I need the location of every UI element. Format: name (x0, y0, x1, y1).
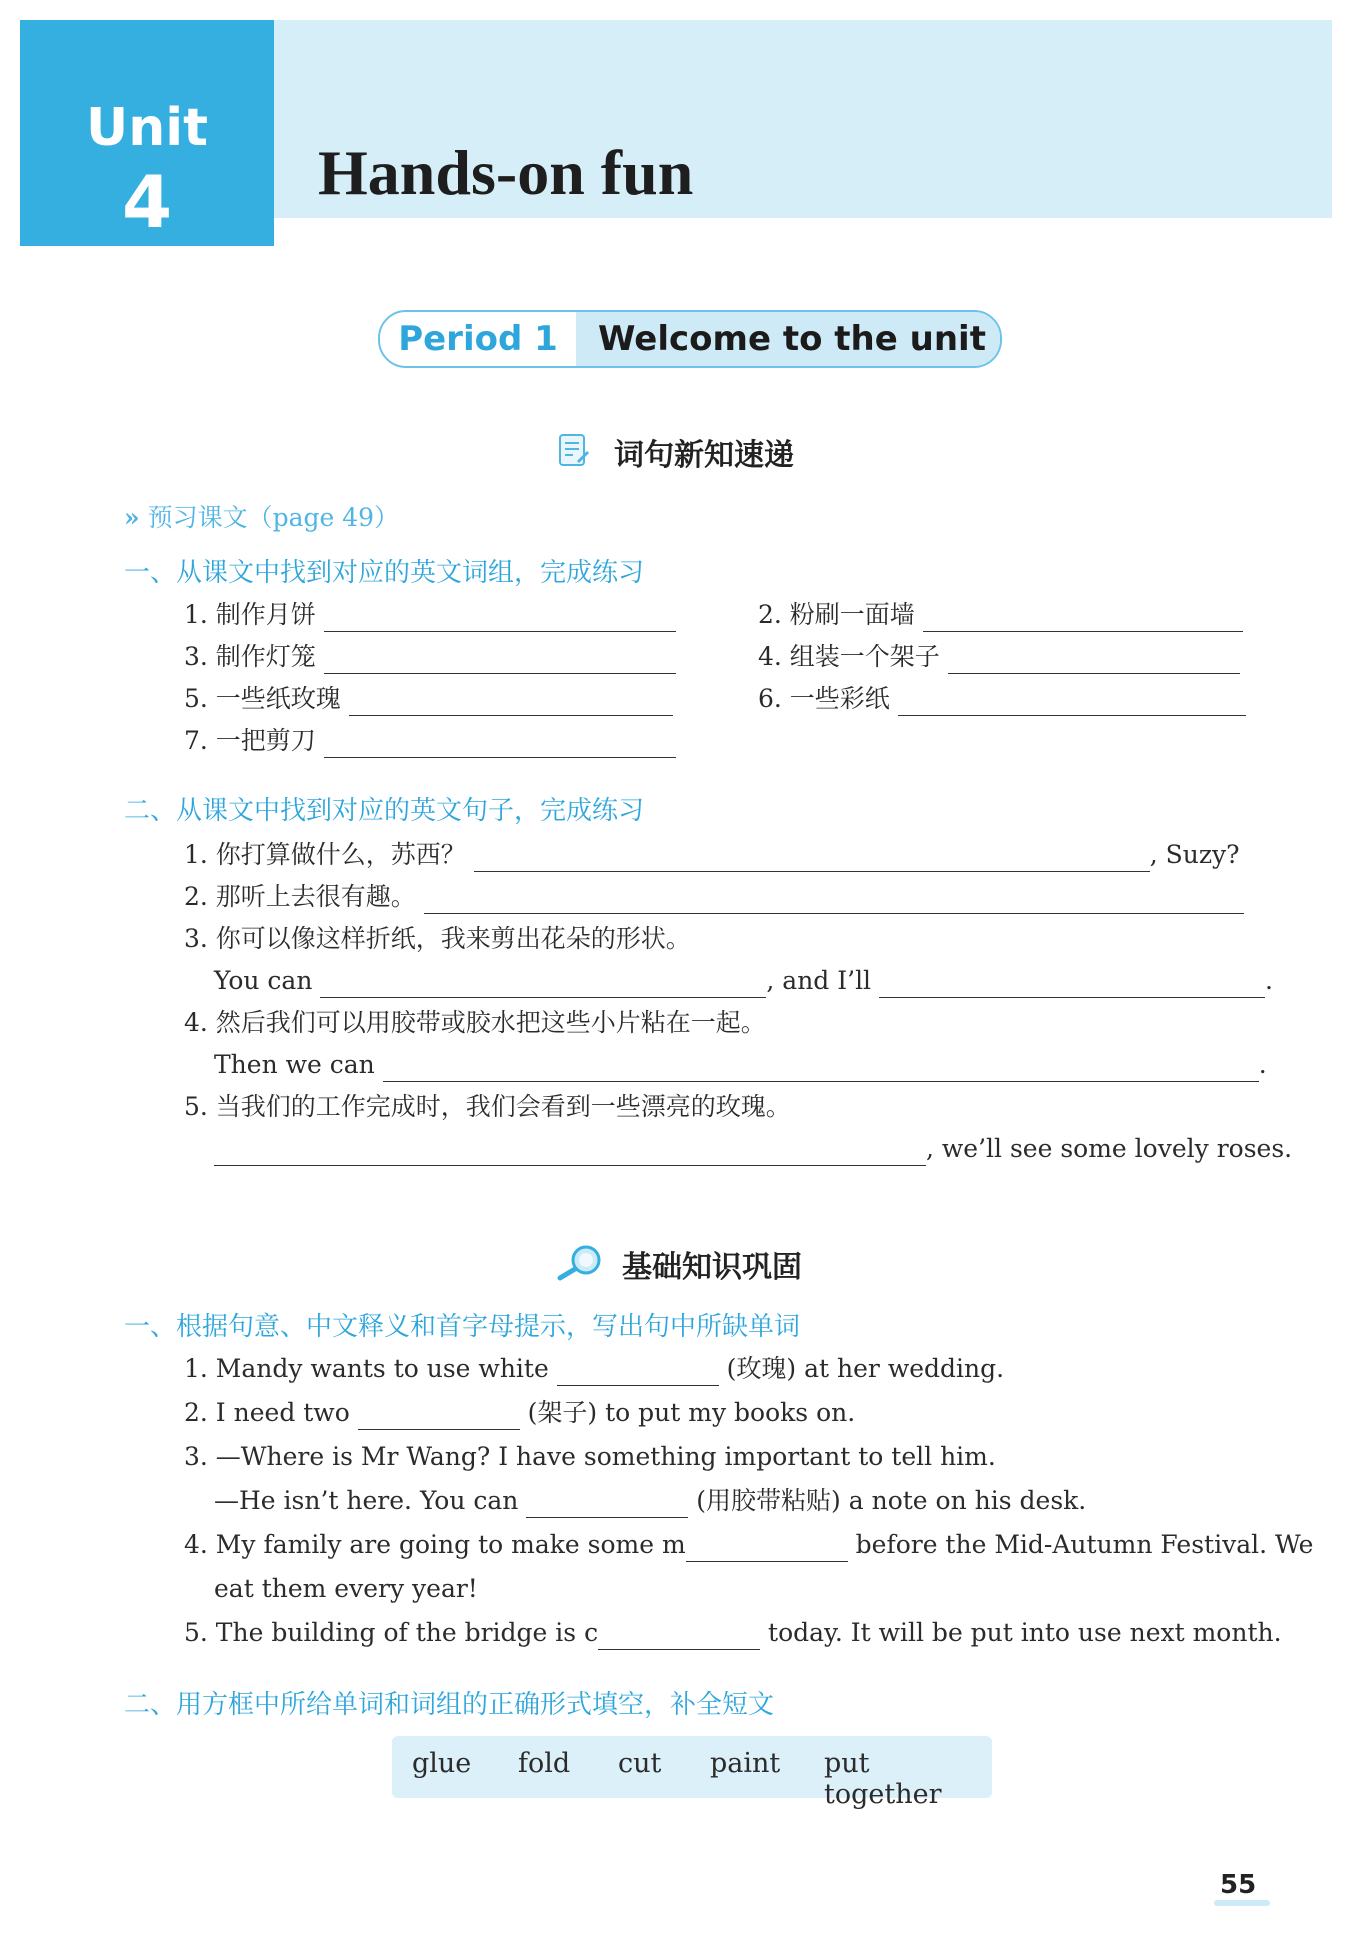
list-item: 1. Mandy wants to use white (玫瑰) at her wedding. (184, 1352, 1004, 1386)
list-item: 3. 你可以像这样折纸，我来剪出花朵的形状。 (184, 924, 691, 953)
list-item: 6. 一些彩纸 (758, 682, 1246, 716)
word-box-item: glue (412, 1748, 472, 1779)
list-item: —He isn’t here. You can (用胶带粘贴) a note on his desk. (214, 1484, 1086, 1518)
answer-blank[interactable] (598, 1623, 760, 1650)
answer-blank[interactable] (557, 1359, 719, 1386)
answer-blank[interactable] (923, 605, 1243, 632)
answer-blank[interactable] (349, 689, 673, 716)
period-pill (378, 310, 1002, 368)
answer-blank[interactable] (526, 1491, 688, 1518)
part-a2-heading: 一、根据句意、中文释义和首字母提示，写出句中所缺单词 (124, 1312, 801, 1342)
list-item: 4. My family are going to make some m before the Mid-Autumn Festival. We (184, 1528, 1313, 1562)
list-item: 2. I need two (架子) to put my books on. (184, 1396, 855, 1430)
period-label: Period 1 (398, 319, 558, 359)
unit-number: 4 (121, 160, 173, 244)
list-item: 5. The building of the bridge is c today. It will be put into use next month. (184, 1616, 1282, 1650)
unit-label: Unit (86, 98, 208, 158)
answer-blank[interactable] (324, 731, 676, 758)
list-item: 4. 然后我们可以用胶带或胶水把这些小片粘在一起。 (184, 1008, 766, 1037)
page-number: 55 (1220, 1870, 1257, 1900)
list-item: eat them every year! (214, 1574, 478, 1603)
answer-blank[interactable] (324, 647, 676, 674)
answer-blank[interactable] (948, 647, 1240, 674)
list-item: 1. 制作月饼 (184, 598, 676, 632)
period-title: Welcome to the unit (576, 312, 1000, 366)
answer-blank[interactable] (879, 971, 1265, 998)
list-item: , we’ll see some lovely roses. (214, 1132, 1292, 1166)
answer-blank[interactable] (686, 1535, 848, 1562)
double-chevron-icon: » (124, 503, 140, 532)
word-box-item: fold (518, 1748, 571, 1779)
preview-text: 预习课文（page 49） (147, 503, 400, 532)
list-item: 5. 一些纸玫瑰 (184, 682, 673, 716)
answer-blank[interactable] (424, 887, 1244, 914)
list-item: 2. 那听上去很有趣。 (184, 880, 1244, 914)
preview-line (124, 498, 399, 534)
word-box-item: put together (824, 1748, 942, 1810)
answer-blank[interactable] (320, 971, 766, 998)
answer-blank[interactable] (898, 689, 1246, 716)
magnifier-icon (556, 1242, 604, 1282)
answer-blank[interactable] (214, 1139, 926, 1166)
answer-blank[interactable] (474, 845, 1150, 872)
answer-blank[interactable] (383, 1055, 1259, 1082)
unit-tab (20, 20, 274, 246)
part-b-heading: 二、从课文中找到对应的英文句子，完成练习 (124, 796, 645, 826)
list-item: 1. 你打算做什么，苏西？ , Suzy? (184, 838, 1240, 872)
part-b2-heading: 二、用方框中所给单词和词组的正确形式填空，补全短文 (124, 1690, 775, 1720)
notebook-icon (556, 432, 592, 468)
list-item: 3. —Where is Mr Wang? I have something important to tell him. (184, 1442, 996, 1471)
word-box (392, 1736, 992, 1810)
unit-title: Hands-on fun (318, 137, 694, 208)
list-item: You can , and I’ll . (214, 964, 1273, 998)
section-title-basics: 基础知识巩固 (622, 1250, 802, 1285)
answer-blank[interactable] (324, 605, 676, 632)
word-box-item: cut (618, 1748, 662, 1779)
list-item: 5. 当我们的工作完成时，我们会看到一些漂亮的玫瑰。 (184, 1092, 791, 1121)
list-item: Then we can . (214, 1048, 1267, 1082)
list-item: 2. 粉刷一面墙 (758, 598, 1243, 632)
part-a-heading: 一、从课文中找到对应的英文词组，完成练习 (124, 558, 645, 588)
list-item: 3. 制作灯笼 (184, 640, 676, 674)
list-item: 4. 组装一个架子 (758, 640, 1240, 674)
page-number-underline (1214, 1900, 1270, 1906)
answer-blank[interactable] (358, 1403, 520, 1430)
word-box-item: paint (710, 1748, 781, 1779)
section-title-vocab: 词句新知速递 (614, 438, 794, 473)
list-item: 7. 一把剪刀 (184, 724, 676, 758)
